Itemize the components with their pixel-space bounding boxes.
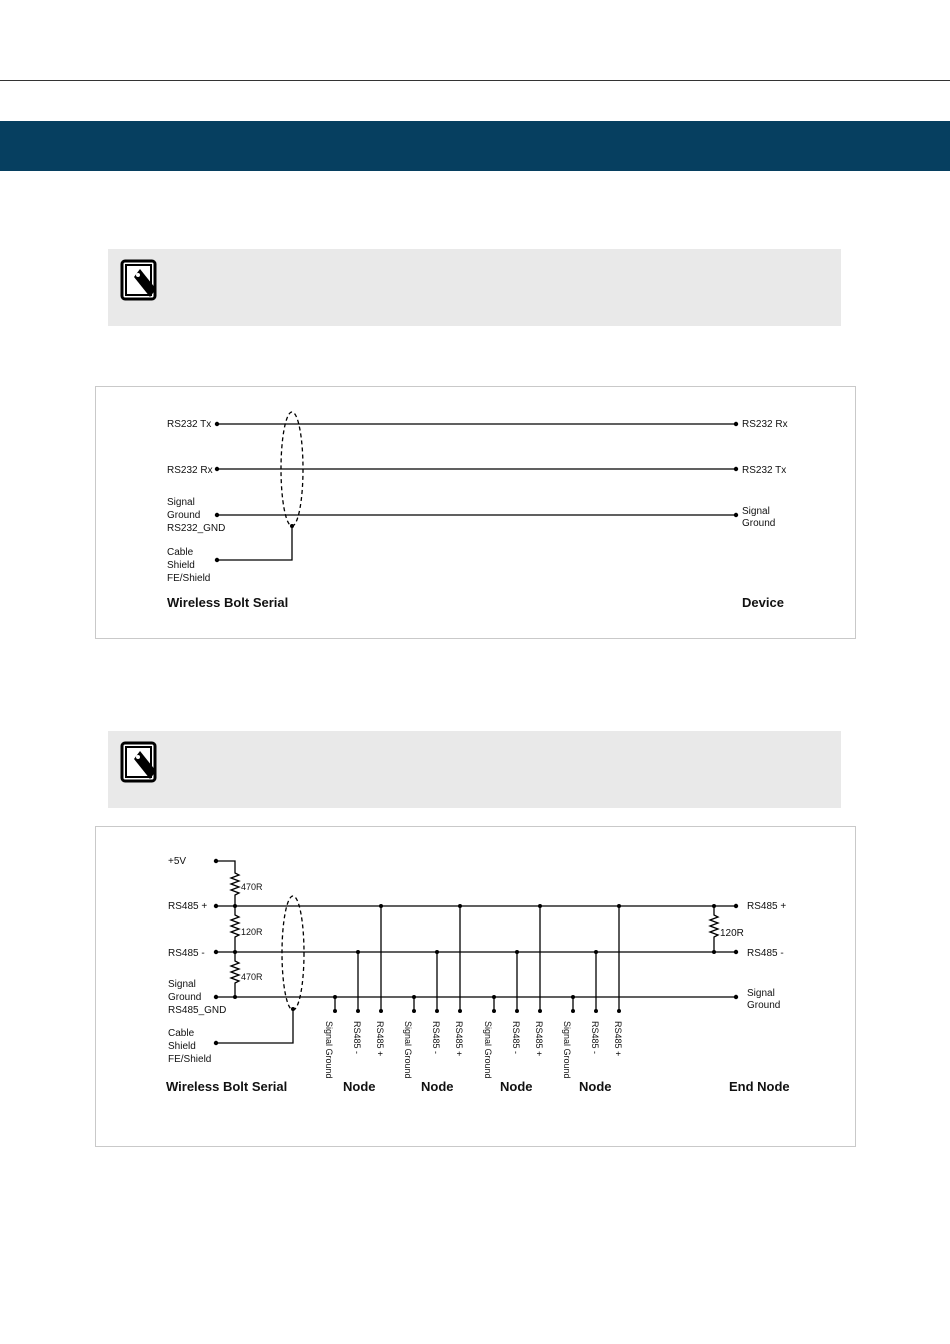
end-gnd-label-2: Ground: [747, 1000, 781, 1011]
note-icon: [120, 259, 160, 303]
rs232-gnd-label-2: Ground: [167, 510, 201, 521]
rs485-wiring-svg: [96, 827, 855, 1146]
node-pin-label: RS485 -: [352, 1021, 362, 1055]
rs232-rx-label: RS232 Rx: [167, 465, 213, 476]
node-pin-label: RS485 +: [534, 1021, 544, 1057]
node-title: Node: [500, 1079, 533, 1094]
end-resistor-label: 120R: [720, 928, 744, 939]
node-title: Node: [343, 1079, 376, 1094]
device-gnd-label-1: Signal: [742, 506, 770, 517]
rs232-gnd-label-3: RS232_GND: [167, 523, 226, 534]
pullup-resistor-label: 470R: [241, 882, 263, 892]
rs232-shield-label-1: Cable: [167, 547, 194, 558]
termination-resistor-label: 120R: [241, 927, 263, 937]
rs485-left-title: Wireless Bolt Serial: [166, 1079, 288, 1094]
node-pin-label: Signal Ground: [483, 1021, 493, 1079]
note-box: [108, 731, 841, 808]
note-box: [108, 249, 841, 326]
device-tx-label: RS232 Tx: [742, 465, 787, 476]
rs485-gnd-label-2: Ground: [168, 992, 202, 1003]
node-pin-label: RS485 +: [375, 1021, 385, 1057]
rs232-left-title: Wireless Bolt Serial: [167, 595, 289, 610]
pulldown-resistor-label: 470R: [241, 972, 263, 982]
node-title: Node: [579, 1079, 612, 1094]
rs485-plus-label: RS485 +: [168, 901, 208, 912]
rs485-diagram: [95, 826, 856, 1147]
end-plus-label: RS485 +: [747, 901, 787, 912]
node-pin-label: Signal Ground: [403, 1021, 413, 1079]
rs232-wiring-svg: [96, 387, 855, 638]
rs485-minus-label: RS485 -: [168, 948, 205, 959]
node-pin-label: RS485 +: [613, 1021, 623, 1057]
node-pin-label: RS485 -: [431, 1021, 441, 1055]
rs232-diagram: [95, 386, 856, 639]
end-gnd-label-1: Signal: [747, 988, 775, 999]
rs485-vplus-label: +5V: [168, 856, 187, 867]
node-title: Node: [421, 1079, 454, 1094]
top-rule: [0, 80, 950, 81]
device-rx-label: RS232 Rx: [742, 419, 788, 430]
node-pin-label: RS485 +: [454, 1021, 464, 1057]
note-icon: [120, 741, 160, 785]
rs232-shield-label-3: FE/Shield: [167, 573, 211, 584]
end-node-title: End Node: [729, 1079, 790, 1094]
rs485-shield-label-2: Shield: [168, 1041, 196, 1052]
rs232-right-title: Device: [742, 595, 784, 610]
device-gnd-label-2: Ground: [742, 518, 776, 529]
end-minus-label: RS485 -: [747, 948, 784, 959]
rs232-gnd-label-1: Signal: [167, 497, 195, 508]
node-pin-label: RS485 -: [511, 1021, 521, 1055]
rs485-gnd-label-3: RS485_GND: [168, 1005, 227, 1016]
node-pin-label: Signal Ground: [562, 1021, 572, 1079]
header-band: [0, 121, 950, 171]
node-pin-label: Signal Ground: [324, 1021, 334, 1079]
rs485-shield-label-1: Cable: [168, 1028, 195, 1039]
rs232-shield-label-2: Shield: [167, 560, 195, 571]
node-pin-label: RS485 -: [590, 1021, 600, 1055]
rs485-shield-label-3: FE/Shield: [168, 1054, 212, 1065]
rs485-gnd-label-1: Signal: [168, 979, 196, 990]
rs232-tx-label: RS232 Tx: [167, 419, 212, 430]
